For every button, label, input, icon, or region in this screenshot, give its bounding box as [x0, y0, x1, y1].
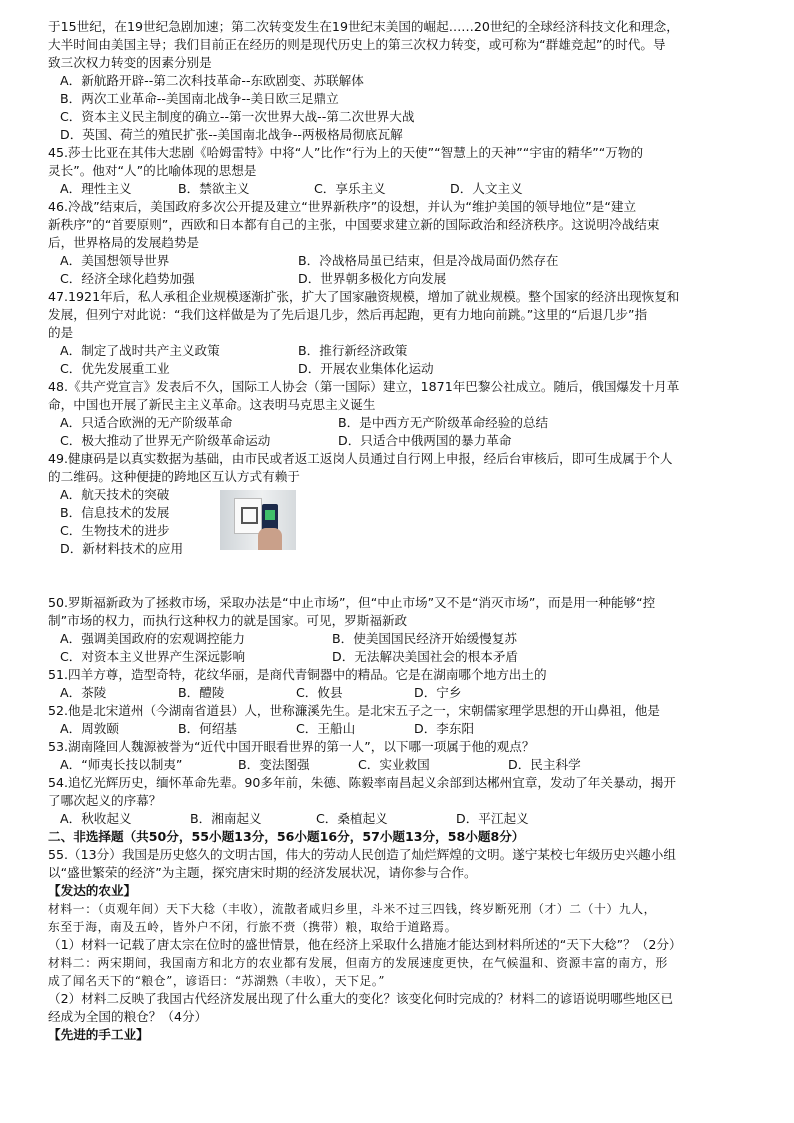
question-44 — [48, 18, 748, 144]
material-1-line: 东至于海，南及五岭，皆外户不闭，行旅不赍（携带）粮，取给于道路焉。 — [48, 920, 458, 934]
q53-option-b: B．变法图强 — [238, 757, 310, 772]
q46-option-c: C．经济全球化趋势加强 — [60, 271, 195, 286]
q45-stem-line: 45.莎士比亚在其伟大悲剧《哈姆雷特》中将“人”比作“行为上的天使”“智慧上的天神”“宇宙的精华”“万物的 — [48, 145, 644, 160]
q46-options-row1 — [48, 252, 748, 270]
q49-stem-line: 的二维码。这种便捷的跨地区互认方式有赖于 — [48, 469, 300, 484]
question-51 — [48, 666, 748, 702]
q53-option-c: C．实业救国 — [358, 757, 430, 772]
spacer — [48, 558, 748, 594]
q52-option-a: A．周敦颐 — [60, 721, 119, 736]
material-1-line: 材料一：（贞观年间）天下大稔（丰收），流散者咸归乡里，斗米不过三四钱，终岁断死刑（才）二（十）九人， — [48, 902, 657, 916]
q55-sub-2-line: 经成为全国的粮仓？（4分） — [48, 1009, 208, 1024]
q45-option-a: A．理性主义 — [60, 181, 132, 196]
q44-stem-line: 致三次权力转变的因素分别是 — [48, 55, 212, 70]
q54-option-c: C．桑植起义 — [316, 811, 388, 826]
q49-stem-line: 49.健康码是以真实数据为基础，由市民或者返工返岗人员通过自行网上申报，经后台审核后，即可生成属于个人 — [48, 451, 673, 466]
q44-stem-line: 于15世纪，在19世纪急剧加速；第二次转变发生在19世纪末美国的崛起……20世纪的全球经济科技文化和理念， — [48, 19, 679, 34]
q53-options — [48, 756, 748, 774]
q44-option-a: A．新航路开辟--第二次科技革命--东欧剧变、苏联解体 — [60, 73, 364, 88]
q55-sub-2-line: （2）材料二反映了我国古代经济发展出现了什么重大的变化？该变化何时完成的？材料二的谚语说明哪些地区已 — [48, 991, 674, 1006]
q47-option-b: B．推行新经济政策 — [298, 343, 408, 358]
q44-option-b: B．两次工业革命--美国南北战争--美日欧三足鼎立 — [60, 91, 339, 106]
q53-option-d: D．民主科学 — [508, 757, 581, 772]
q51-option-a: A．茶陵 — [60, 685, 107, 700]
q55-intro-line: 55.（13分）我国是历史悠久的文明古国，伟大的劳动人民创造了灿烂辉煌的文明。遂宁某校七年级历史兴趣小组 — [48, 847, 676, 862]
q52-stem: 52.他是北宋道州（今湖南省道县）人，世称濂溪先生。是北宋五子之一，宋朝儒家理学思想的开山鼻祖，他是 — [48, 703, 660, 718]
question-47 — [48, 288, 748, 378]
q47-option-c: C．优先发展重工业 — [60, 361, 170, 376]
q50-option-d: D．无法解决美国社会的根本矛盾 — [332, 649, 519, 664]
q50-stem-line: 50.罗斯福新政为了拯救市场，采取办法是“中止市场”，但“中止市场”又不是“消灭市场”，而是用一种能够“控 — [48, 595, 656, 610]
q49-options-with-photo — [48, 486, 748, 558]
heading-handicraft: 【先进的手工业】 — [48, 1027, 149, 1042]
q44-stem-line: 大半时间由美国主导；我们目前正在经历的则是现代历史上的第三次权力转变，或可称为“群雄竞起”的时代。导 — [48, 37, 666, 52]
q52-option-d: D．李东阳 — [414, 721, 475, 736]
question-54 — [48, 774, 748, 828]
q49-option-c: C．生物技术的进步 — [60, 523, 170, 538]
q47-option-a: A．制定了战时共产主义政策 — [60, 343, 220, 358]
q45-option-b: B．禁欲主义 — [178, 181, 250, 196]
q46-options-row2 — [48, 270, 748, 288]
q50-stem-line: 制”市场的权力，而执行这种权力的就是国家。可见，罗斯福新政 — [48, 613, 408, 628]
heading-agriculture: 【发达的农业】 — [48, 883, 137, 898]
q46-stem-line: 新秩序”的“首要原则”，西欧和日本都有自己的主张，中国要求建立新的国际政治和经济秩序。这说明冷战结束 — [48, 217, 660, 232]
q47-options-row1 — [48, 342, 748, 360]
q46-option-a: A．美国想领导世界 — [60, 253, 170, 268]
q51-option-b: B．醴陵 — [178, 685, 225, 700]
q55-sub-1: （1）材料一记载了唐太宗在位时的盛世情景，他在经济上采取什么措施才能达到材料所述的“天下大稔”？（2分） — [48, 937, 682, 952]
q54-option-d: D．平江起义 — [456, 811, 529, 826]
q52-option-b: B．何绍基 — [178, 721, 238, 736]
q50-option-c: C．对资本主义世界产生深远影响 — [60, 649, 246, 664]
q55-intro-line: 以“盛世繁荣的经济”为主题，探究唐宋时期的经济发展状况，请你参与合作。 — [48, 865, 477, 880]
q48-stem-line: 命，中国也开展了新民主主义革命。这表明马克思主义诞生 — [48, 397, 376, 412]
q52-options — [48, 720, 748, 738]
q45-option-d: D．人文主义 — [450, 181, 523, 196]
q47-stem-line: 的是 — [48, 325, 74, 340]
q50-options-row2 — [48, 648, 748, 666]
q46-stem-line: 后，世界格局的发展趋势是 — [48, 235, 200, 250]
q48-option-b: B．是中西方无产阶级革命经验的总结 — [338, 415, 549, 430]
material-2-line: 成了闻名天下的“粮仓”，谚语曰：“苏湖熟（丰收），天下足。” — [48, 974, 386, 988]
q54-stem-line: 了哪次起义的序幕？ — [48, 793, 162, 808]
q48-stem-line: 48.《共产党宣言》发表后不久，国际工人协会（第一国际）建立，1871年巴黎公社成立。随后，俄国爆发十月革 — [48, 379, 680, 394]
q49-option-d: D．新材料技术的应用 — [60, 541, 184, 556]
question-52 — [48, 702, 748, 738]
q54-stem-line: 54.追忆光辉历史，缅怀革命先辈。90多年前，朱德、陈毅率南昌起义余部到达郴州宜章，发动了年关暴动，揭开 — [48, 775, 676, 790]
q49-option-a: A．航天技术的突破 — [60, 487, 170, 502]
question-53 — [48, 738, 748, 774]
q50-options-row1 — [48, 630, 748, 648]
question-45 — [48, 144, 748, 198]
q54-option-a: A．秋收起义 — [60, 811, 132, 826]
question-46 — [48, 198, 748, 288]
q44-option-c: C．资本主义民主制度的确立--第一次世界大战--第二次世界大战 — [60, 109, 415, 124]
q51-option-d: D．宁乡 — [414, 685, 462, 700]
q45-stem-line: 灵长”。他对“人”的比喻体现的思想是 — [48, 163, 257, 178]
q48-option-a: A．只适合欧洲的无产阶级革命 — [60, 415, 233, 430]
q50-option-b: B．使美国国民经济开始缓慢复苏 — [332, 631, 517, 646]
q54-options — [48, 810, 748, 828]
q47-option-d: D．开展农业集体化运动 — [298, 361, 434, 376]
exam-page — [48, 18, 748, 1044]
q44-option-d: D．英国、荷兰的殖民扩张--美国南北战争--两极格局彻底瓦解 — [60, 127, 403, 142]
q46-option-b: B．冷战格局虽已结束，但是冷战局面仍然存在 — [298, 253, 559, 268]
q48-options-row1 — [48, 414, 748, 432]
question-50 — [48, 594, 748, 666]
material-2-line: 材料二：两宋期间，我国南方和北方的农业都有发展，但南方的发展速度更快，在气候温和、资源丰富的南方，形 — [48, 956, 668, 970]
q53-stem: 53.湖南隆回人魏源被誉为“近代中国开眼看世界的第一人”，以下哪一项属于他的观点？ — [48, 739, 535, 754]
q49-option-b: B．信息技术的发展 — [60, 505, 170, 520]
question-49 — [48, 450, 748, 558]
section-2-title: 二、非选择题（共50分，55小题13分，56小题16分，57小题13分，58小题8分） — [48, 829, 525, 844]
q46-option-d: D．世界朝多极化方向发展 — [298, 271, 447, 286]
q48-option-d: D．只适合中俄两国的暴力革命 — [338, 433, 512, 448]
q46-stem-line: 46.冷战”结束后，美国政府多次公开提及建立“世界新秩序”的设想，并认为“维护美国的领导地位”是“建立 — [48, 199, 637, 214]
hand-icon — [258, 528, 282, 550]
q45-options — [48, 180, 748, 198]
question-55 — [48, 846, 748, 1044]
health-code-scan-photo — [220, 490, 296, 550]
q50-option-a: A．强调美国政府的宏观调控能力 — [60, 631, 245, 646]
q47-options-row2 — [48, 360, 748, 378]
q51-option-c: C．攸县 — [296, 685, 343, 700]
q51-options — [48, 684, 748, 702]
q51-stem: 51.四羊方尊，造型奇特，花纹华丽，是商代青铜器中的精品。它是在湖南哪个地方出土的 — [48, 667, 547, 682]
q53-option-a: A．“师夷长技以制夷” — [60, 757, 183, 772]
q45-option-c: C．享乐主义 — [314, 181, 386, 196]
q48-options-row2 — [48, 432, 748, 450]
q54-option-b: B．湘南起义 — [190, 811, 262, 826]
qr-code-poster-icon — [234, 498, 262, 534]
q47-stem-line: 发展，但列宁对此说：“我们这样做是为了先后退几步，然后再起跑，更有力地向前跳。”这里的“后退几步”指 — [48, 307, 648, 322]
q47-stem-line: 47.1921年后，私人承租企业规模逐渐扩张，扩大了国家融资规模，增加了就业规模。整个国家的经济出现恢复和 — [48, 289, 680, 304]
q48-option-c: C．极大推动了世界无产阶级革命运动 — [60, 433, 271, 448]
q52-option-c: C．王船山 — [296, 721, 356, 736]
question-48 — [48, 378, 748, 450]
